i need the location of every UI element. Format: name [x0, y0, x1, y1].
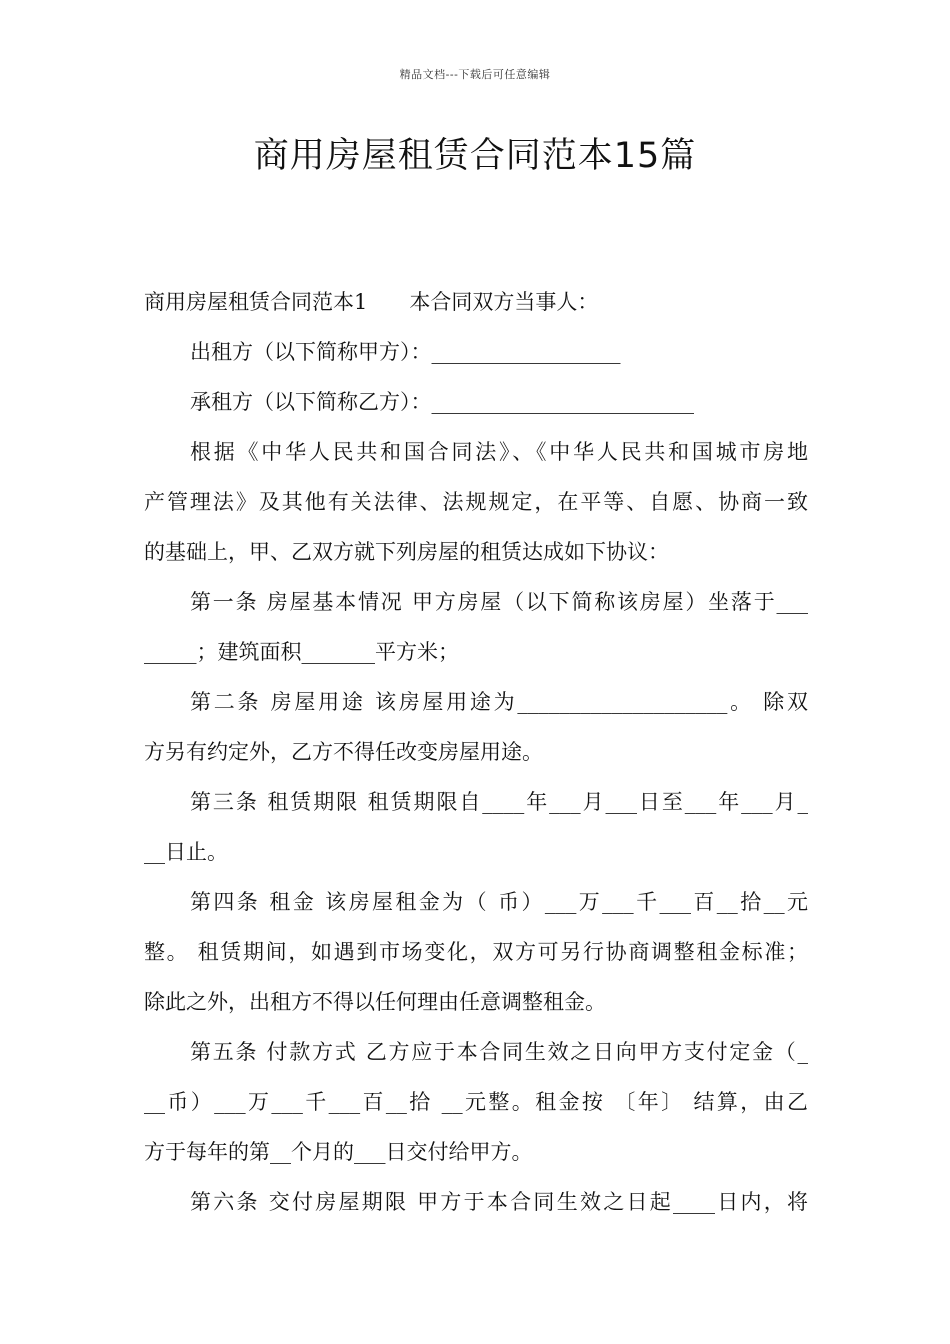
- header-note: 精品文档---下载后可任意编辑: [399, 68, 551, 81]
- paragraph-line: 第四条 租金 该房屋租金为（ 币）___万___千___百__拾__元: [190, 890, 808, 914]
- paragraph-line: 方于每年的第__个月的___日交付给甲方。: [144, 1140, 533, 1164]
- paragraph-line: 第六条 交付房屋期限 甲方于本合同生效之日起____日内，将: [190, 1190, 808, 1214]
- paragraph-line: 整。 租赁期间，如遇到市场变化，双方可另行协商调整租金标准；: [144, 940, 808, 964]
- paragraph-line: 根据《中华人民共和国合同法》、《中华人民共和国城市房地: [190, 440, 808, 464]
- paragraph-line: 第二条 房屋用途 该房屋用途为____________________。 除双: [190, 690, 808, 714]
- document-body: [144, 282, 808, 1232]
- paragraph-line: 产管理法》及其他有关法律、法规规定，在平等、自愿、协商一致: [144, 490, 808, 514]
- paragraph-line: 第三条 租赁期限 租赁期限自____年___月___日至___年___月_: [190, 790, 808, 814]
- paragraph-line: 承租方（以下简称乙方）：_________________________: [190, 390, 694, 414]
- paragraph-line: 的基础上，甲、乙双方就下列房屋的租赁达成如下协议：: [144, 540, 669, 564]
- paragraph-line: 第一条 房屋基本情况 甲方房屋（以下简称该房屋）坐落于___: [190, 590, 808, 614]
- paragraph-line: _____；建筑面积_______平方米；: [144, 640, 459, 664]
- paragraph-line: 第五条 付款方式 乙方应于本合同生效之日向甲方支付定金（_: [190, 1040, 808, 1064]
- paragraph-line: 出租方（以下简称甲方）：__________________: [190, 340, 621, 364]
- document-title: 商用房屋租赁合同范本15篇: [253, 136, 697, 176]
- paragraph-line: 商用房屋租赁合同范本1 本合同双方当事人：: [144, 290, 599, 314]
- paragraph-line: __日止。: [144, 840, 228, 864]
- paragraph-line: 除此之外，出租方不得以任何理由任意调整租金。: [144, 990, 606, 1014]
- paragraph-line: __币）___万___千___百__拾 __元整。租金按 〔年〕 结算，由乙: [144, 1090, 808, 1114]
- paragraph-line: 方另有约定外，乙方不得任改变房屋用途。: [144, 740, 543, 764]
